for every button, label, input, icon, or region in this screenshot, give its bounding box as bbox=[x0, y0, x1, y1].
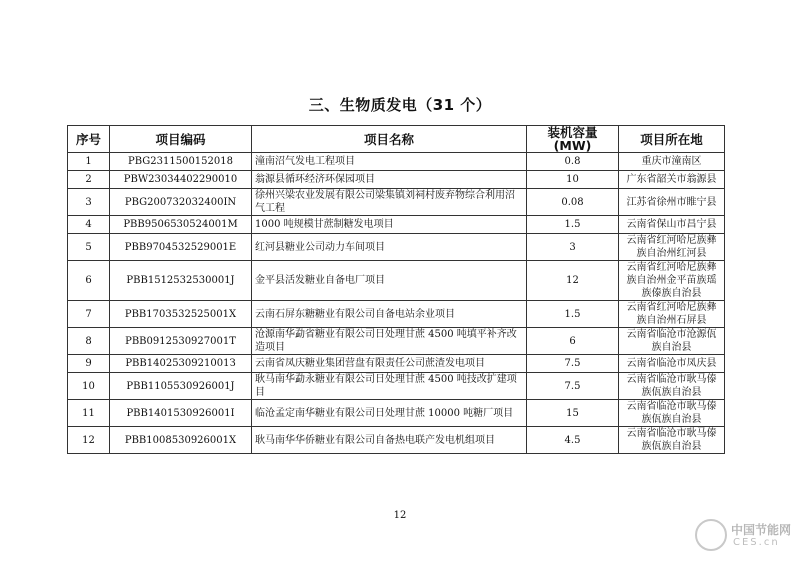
table-row bbox=[68, 373, 725, 400]
row-no: 2 bbox=[68, 171, 110, 189]
row-location: 云南省临沧市耿马傣族佤族自治县 bbox=[619, 373, 725, 400]
row-no: 10 bbox=[68, 373, 110, 400]
table-row bbox=[68, 427, 725, 454]
row-code: PBB1512532530001J bbox=[110, 261, 252, 301]
table-row bbox=[68, 328, 725, 355]
row-location: 云南省临沧市凤庆县 bbox=[619, 355, 725, 373]
section-title: 三、生物质发电（31 个） bbox=[308, 96, 492, 114]
table-row bbox=[68, 189, 725, 216]
row-no: 6 bbox=[68, 261, 110, 301]
table-row bbox=[68, 153, 725, 171]
table-row bbox=[68, 216, 725, 234]
row-location: 云南省红河哈尼族彝族自治州石屏县 bbox=[619, 301, 725, 328]
row-location: 云南省红河哈尼族彝族自治州红河县 bbox=[619, 234, 725, 261]
row-code: PBB1703532525001X bbox=[110, 301, 252, 328]
row-code: PBB1402530921001З bbox=[110, 355, 252, 373]
row-no: 12 bbox=[68, 427, 110, 454]
row-capacity: 7.5 bbox=[527, 355, 619, 373]
table-row bbox=[68, 261, 725, 301]
row-capacity: 1.5 bbox=[527, 301, 619, 328]
row-name: 云南石屏东糖糖业有限公司自备电站余业项目 bbox=[252, 301, 527, 328]
header-code: 项目编码 bbox=[110, 126, 252, 153]
project-table bbox=[67, 125, 725, 454]
table-row bbox=[68, 355, 725, 373]
row-name: 临沧孟定南华糖业有限公司日处理甘蔗 10000 吨糖厂项目 bbox=[252, 400, 527, 427]
row-name: 云南省凤庆糖业集团营盘有限责任公司蔗渣发电项目 bbox=[252, 355, 527, 373]
row-capacity: 1.5 bbox=[527, 216, 619, 234]
table-row bbox=[68, 400, 725, 427]
row-code: PBB1008530926001X bbox=[110, 427, 252, 454]
row-location: 江苏省徐州市睢宁县 bbox=[619, 189, 725, 216]
row-name: 耿马南华华侨糖业有限公司自备热电联产发电机组项目 bbox=[252, 427, 527, 454]
row-capacity: 4.5 bbox=[527, 427, 619, 454]
row-no: 8 bbox=[68, 328, 110, 355]
row-location: 云南省临沧市耿马傣族佤族自治县 bbox=[619, 400, 725, 427]
row-code: PBG2311500152018 bbox=[110, 153, 252, 171]
watermark-circle-icon bbox=[695, 519, 727, 551]
table-header-row bbox=[68, 126, 725, 153]
header-no: 序号 bbox=[68, 126, 110, 153]
row-code: PBB9506530524001M bbox=[110, 216, 252, 234]
row-code: PBB1105530926001J bbox=[110, 373, 252, 400]
row-code: PBG200732032400IN bbox=[110, 189, 252, 216]
row-no: 11 bbox=[68, 400, 110, 427]
row-location: 云南省临沧市沧源佤族自治县 bbox=[619, 328, 725, 355]
row-location: 广东省韶关市翁源县 bbox=[619, 171, 725, 189]
row-name: 1000 吨规模甘蔗制糖发电项目 bbox=[252, 216, 527, 234]
watermark-sub: CES.cn bbox=[733, 537, 780, 548]
row-location: 云南省保山市昌宁县 bbox=[619, 216, 725, 234]
row-capacity: 0.08 bbox=[527, 189, 619, 216]
row-no: 3 bbox=[68, 189, 110, 216]
row-code: PBB9704532529001E bbox=[110, 234, 252, 261]
watermark-text: 中国节能网 bbox=[731, 523, 792, 537]
row-code: PBB0912530927001T bbox=[110, 328, 252, 355]
table-row bbox=[68, 234, 725, 261]
row-capacity: 0.8 bbox=[527, 153, 619, 171]
row-capacity: 10 bbox=[527, 171, 619, 189]
table-row bbox=[68, 171, 725, 189]
row-location: 重庆市潼南区 bbox=[619, 153, 725, 171]
row-name: 金平县活发糖业自备电厂项目 bbox=[252, 261, 527, 301]
row-capacity: 6 bbox=[527, 328, 619, 355]
row-name: 沧源南华勐省糖业有限公司日处理甘蔗 4500 吨填平补齐改造项目 bbox=[252, 328, 527, 355]
row-no: 7 bbox=[68, 301, 110, 328]
row-name: 翁源县循环经济环保园项目 bbox=[252, 171, 527, 189]
header-location: 项目所在地 bbox=[619, 126, 725, 153]
row-name: 潼南沼气发电工程项目 bbox=[252, 153, 527, 171]
table-row bbox=[68, 301, 725, 328]
row-name: 徐州兴梁农业发展有限公司梁集镇刘祠村废弃物综合利用沼气工程 bbox=[252, 189, 527, 216]
page-number: 12 bbox=[393, 510, 407, 521]
row-capacity: 15 bbox=[527, 400, 619, 427]
row-name: 红河县糖业公司动力车间项目 bbox=[252, 234, 527, 261]
row-code: PBB1401530926001I bbox=[110, 400, 252, 427]
row-location: 云南省红河哈尼族彝族自治州金平苗族瑶族傣族自治县 bbox=[619, 261, 725, 301]
watermark-logo bbox=[695, 519, 795, 559]
header-capacity: 装机容量(MW) bbox=[527, 126, 619, 153]
row-no: 1 bbox=[68, 153, 110, 171]
row-no: 9 bbox=[68, 355, 110, 373]
header-name: 项目名称 bbox=[252, 126, 527, 153]
row-location: 云南省临沧市耿马傣族佤族自治县 bbox=[619, 427, 725, 454]
row-name: 耿马南华勐永糖业有限公司日处理甘蔗 4500 吨技改扩建项目 bbox=[252, 373, 527, 400]
row-capacity: 12 bbox=[527, 261, 619, 301]
row-no: 4 bbox=[68, 216, 110, 234]
row-code: PBW23034402290010 bbox=[110, 171, 252, 189]
row-capacity: 3 bbox=[527, 234, 619, 261]
row-capacity: 7.5 bbox=[527, 373, 619, 400]
row-no: 5 bbox=[68, 234, 110, 261]
